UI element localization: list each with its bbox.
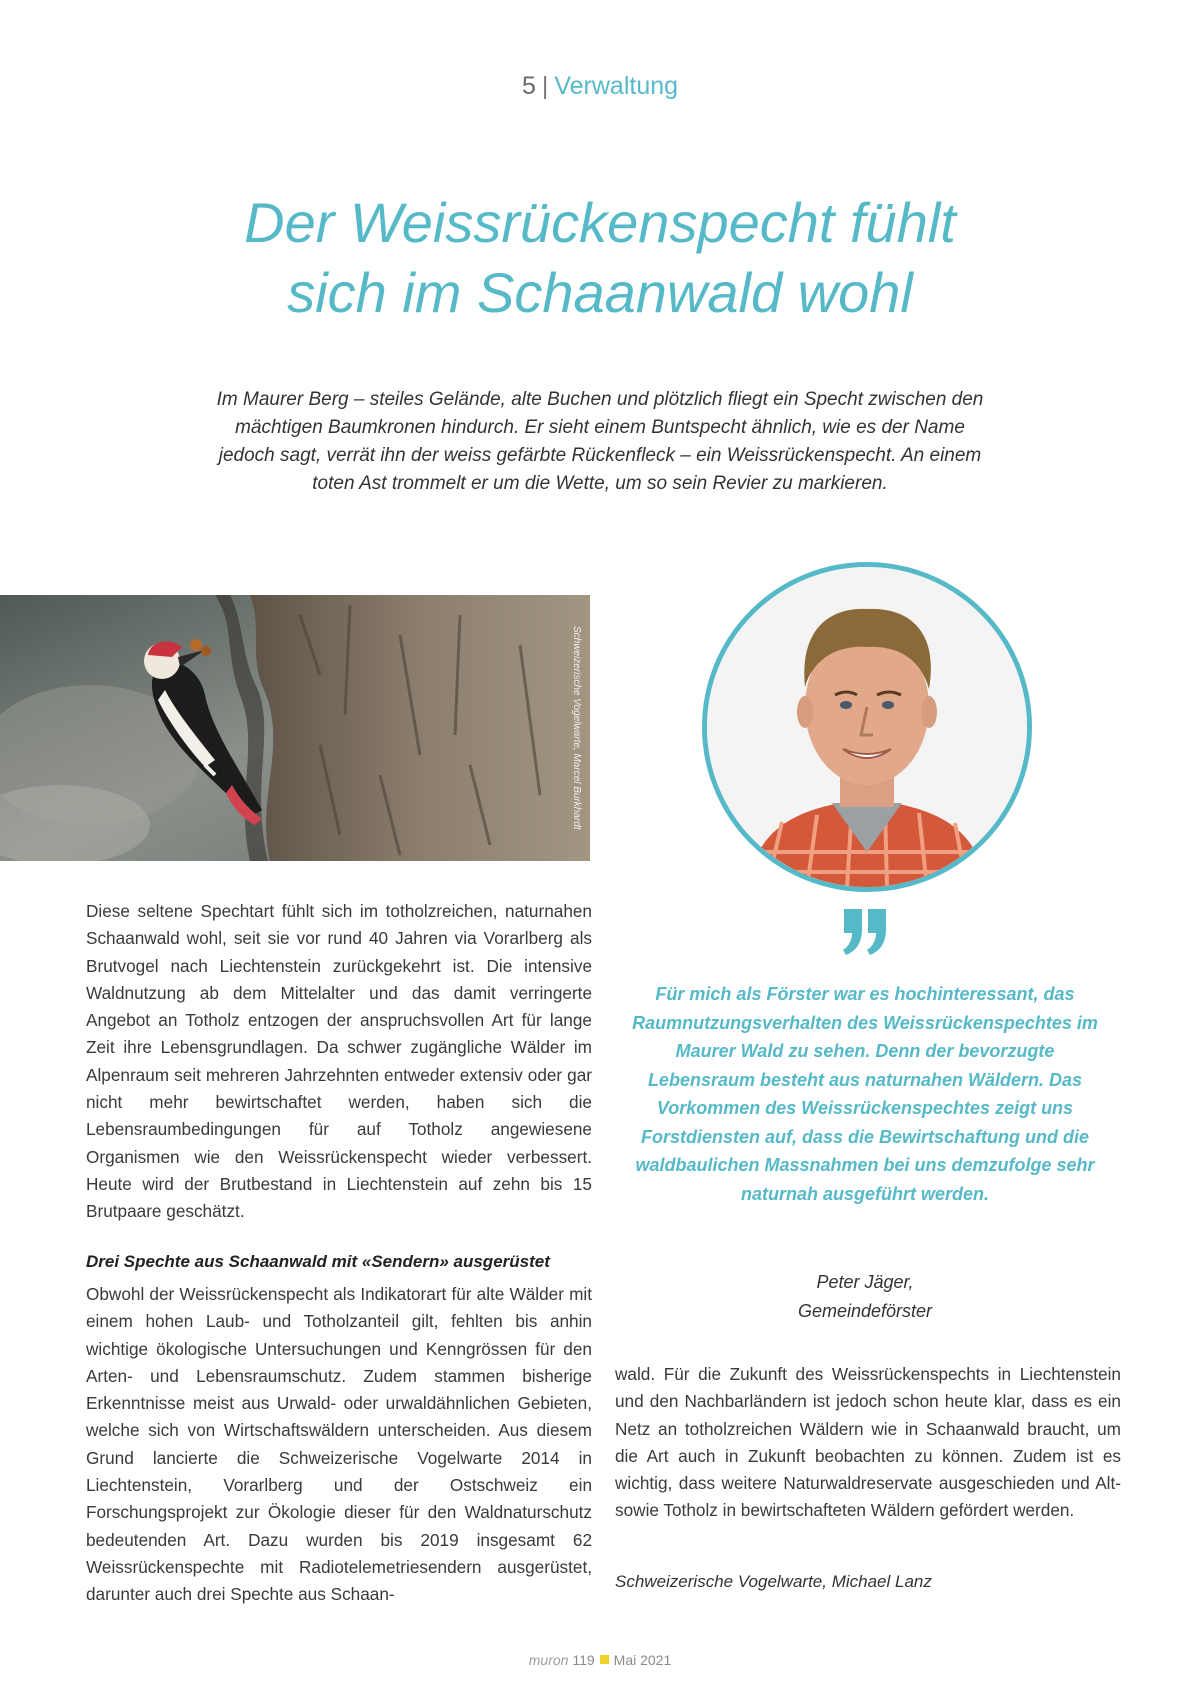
woodpecker-illustration: [0, 595, 590, 861]
section-header: [0, 72, 1200, 101]
article-title: [100, 188, 1100, 328]
page-footer: [0, 1652, 1200, 1668]
section-number: 5: [521, 72, 536, 100]
article-title-line-1: Der Weissrückenspecht fühlt: [244, 191, 956, 254]
quote-author-role: Gemeindeförster: [797, 1301, 933, 1321]
footer-issue: 119: [572, 1652, 595, 1668]
quote-mark-icon: [840, 905, 890, 959]
footer-square-icon: [600, 1655, 609, 1664]
article-title-line-2: sich im Schaanwald wohl: [287, 261, 913, 324]
article-signature: Schweizerische Vogelwarte, Michael Lanz: [615, 1572, 932, 1591]
photo-credit: Schweizerische Vogelwarte, Marcel Burkhardt: [571, 626, 582, 830]
section-separator: |: [541, 72, 549, 100]
portrait-illustration: [707, 567, 1027, 887]
subheading: Drei Spechte aus Schaanwald mit «Sendern» ausgerüstet: [86, 1252, 550, 1271]
quote-author: [700, 1268, 1030, 1326]
section-name: Verwaltung: [554, 72, 679, 100]
woodpecker-photo: [0, 595, 590, 861]
body-paragraph-2: Obwohl der Weissrückenspecht als Indikatorart für alte Wälder mit einem hohen Laub- und Totholzanteil gilt, fehlten bis anhin wichtige ökologische Untersuchungen und Kenngrössen für den Arten- und Lebensraumschutz. Zudem stammen bisherige Erkenntnisse meist aus Urwald- oder urwaldähnlichen Gebieten, welche sich von Wirtschaftswäldern unterscheiden. Aus diesem Grund lancierte die Schweizerische Vogelwarte 2014 in Liechtenstein, Vorarlberg und der Ostschweiz ein Forschungsprojekt zur Ökologie dieser für den Waldnaturschutz bedeutenden Art. Dazu wurden bis 2019 insgesamt 62 Weissrückenspechte mit Radiotelemetriesendern ausgerüstet, darunter auch drei Spechte aus Schaan-: [86, 1284, 592, 1605]
quote-author-name: Peter Jäger,: [816, 1272, 914, 1292]
footer-date: Mai 2021: [613, 1652, 672, 1668]
portrait-photo: [702, 562, 1032, 892]
body-paragraph-3: wald. Für die Zukunft des Weissrückenspechts in Liechtenstein und den Nachbarländern ist jedoch schon heute klar, dass es ein Netz an totholzreichen Wäldern wie in Schaanwald braucht, um die Art auch in Zukunft beobachten zu können. Zudem ist es wichtig, dass weitere Naturwaldreservate ausgeschieden und Alt- sowie Totholz in bewirtschafteten Wäldern gefördert werden.: [615, 1364, 1121, 1521]
pull-quote: Für mich als Förster war es hochinteressant, das Raumnutzungsverhalten des Weissrückenspechtes im Maurer Wald zu sehen. Denn der bevorzugte Lebensraum besteht aus naturnahen Wäldern. Das Vorkommen des Weissrückenspechtes zeigt uns Forstdiensten auf, dass die Bewirtschaftung und die waldbaulichen Massnahmen bei uns demzufolge sehr naturnah ausgeführt werden.: [632, 984, 1098, 1204]
lead-paragraph: Im Maurer Berg – steiles Gelände, alte Buchen und plötzlich fliegt ein Specht zwischen den mächtigen Baumkronen hindurch. Er sieht einem Buntspecht ähnlich, wie es der Name jedoch sagt, verrät ihn der weiss gefärbte Rückenfleck – ein Weissrückenspecht. An einem toten Ast trommelt er um die Wette, um so sein Revier zu markieren.: [216, 389, 984, 494]
body-paragraph-1: Diese seltene Spechtart fühlt sich im totholzreichen, naturnahen Schaanwald wohl, seit sie vor rund 40 Jahren via Vorarlberg als Brutvogel nach Liechtenstein zurückgekehrt ist. Die intensive Waldnutzung ab dem Mittelalter und das damit verringerte Angebot an Totholz entzogen der anspruchsvollen Art für lange Zeit ihre Lebensgrundlagen. Da schwer zugängliche Wälder im Alpenraum seit mehreren Jahrzehnten entweder extensiv oder gar nicht mehr bewirtschaftet werden, haben sich die Lebensraumbedingungen für auf Totholz angewiesene Organismen wie den Weissrückenspecht wieder verbessert. Heute wird der Brutbestand in Liechtenstein auf zehn bis 15 Brutpaare geschätzt.: [86, 901, 592, 1222]
footer-brand: muron: [528, 1652, 569, 1668]
